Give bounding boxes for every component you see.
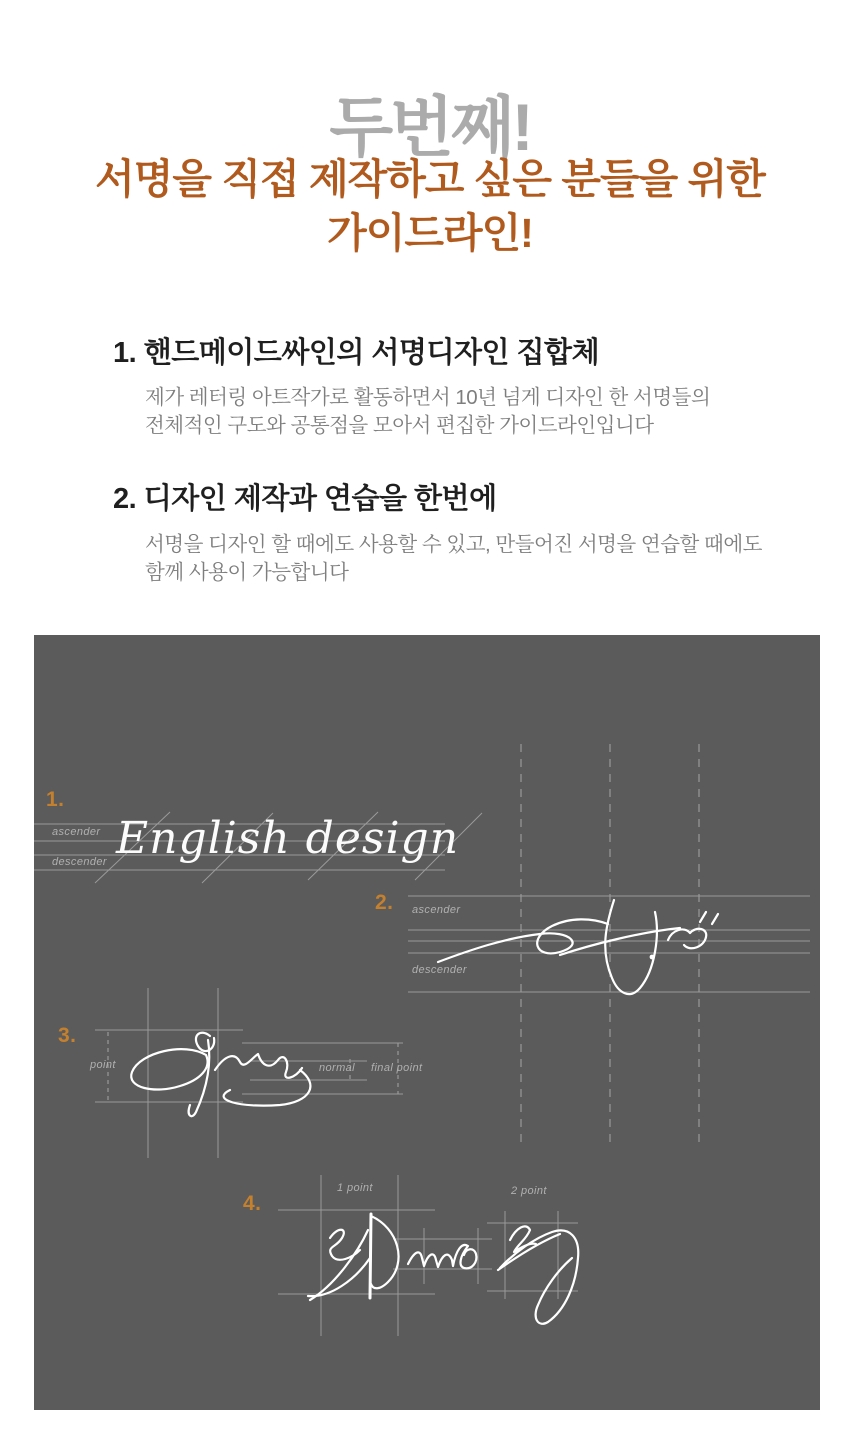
panel-4-2-point-label: 2 point bbox=[511, 1185, 547, 1197]
section-2-heading: 2. 디자인 제작과 연습을 한번에 bbox=[113, 483, 497, 515]
section-1-body-line-1: 제가 레터링 아트작가로 활동하면서 10년 넘게 디자인 한 서명들의 bbox=[145, 386, 711, 409]
panel-4-1-point-label: 1 point bbox=[337, 1182, 373, 1194]
section-1-body-line-2: 전체적인 구도와 공통점을 모아서 편집한 가이드라인입니다 bbox=[145, 413, 654, 437]
panel-3-number: 3. bbox=[58, 1024, 77, 1047]
panel-1-descender-label: descender bbox=[52, 856, 107, 868]
panel-2-signature bbox=[438, 900, 718, 994]
panel-1-script-sample: English design bbox=[116, 813, 460, 864]
panel-3-point-label: point bbox=[90, 1059, 116, 1071]
panel-3-signature bbox=[131, 1033, 310, 1116]
panel-1-ascender-label: ascender bbox=[52, 826, 101, 838]
page-subtitle bbox=[0, 152, 860, 260]
panel-2-number: 2. bbox=[375, 891, 394, 914]
section-2-body-line-2: 함께 사용이 가능합니다 bbox=[145, 560, 349, 584]
panel-2-descender-label: descender bbox=[412, 964, 467, 976]
section-1-heading: 1. 핸드메이드싸인의 서명디자인 집합체 bbox=[113, 337, 600, 369]
page-title: 두번째! bbox=[329, 90, 531, 165]
guide-figure-canvas bbox=[34, 635, 820, 1410]
panel-2-ascender-label: ascender bbox=[412, 904, 461, 916]
panel-3-final-point-label: final point bbox=[371, 1062, 423, 1074]
panel-3-normal-label: normal bbox=[319, 1062, 356, 1074]
section-2-body bbox=[145, 531, 762, 586]
signature-guide-figure bbox=[34, 635, 820, 1410]
subtitle-line-2: 가이드라인! bbox=[327, 210, 533, 256]
section-1-body bbox=[145, 384, 710, 439]
subtitle-line-1: 서명을 직접 제작하고 싶은 분들을 위한 bbox=[95, 156, 765, 202]
panel-4-number: 4. bbox=[243, 1192, 262, 1215]
panel-4-guides bbox=[278, 1175, 578, 1336]
panel-2-guides bbox=[408, 744, 810, 1142]
section-2-body-line-1: 서명을 디자인 할 때에도 사용할 수 있고, 만들어진 서명을 연습할 때에도 bbox=[145, 533, 762, 556]
panel-3-guides bbox=[95, 988, 403, 1158]
panel-1-number: 1. bbox=[46, 788, 65, 811]
